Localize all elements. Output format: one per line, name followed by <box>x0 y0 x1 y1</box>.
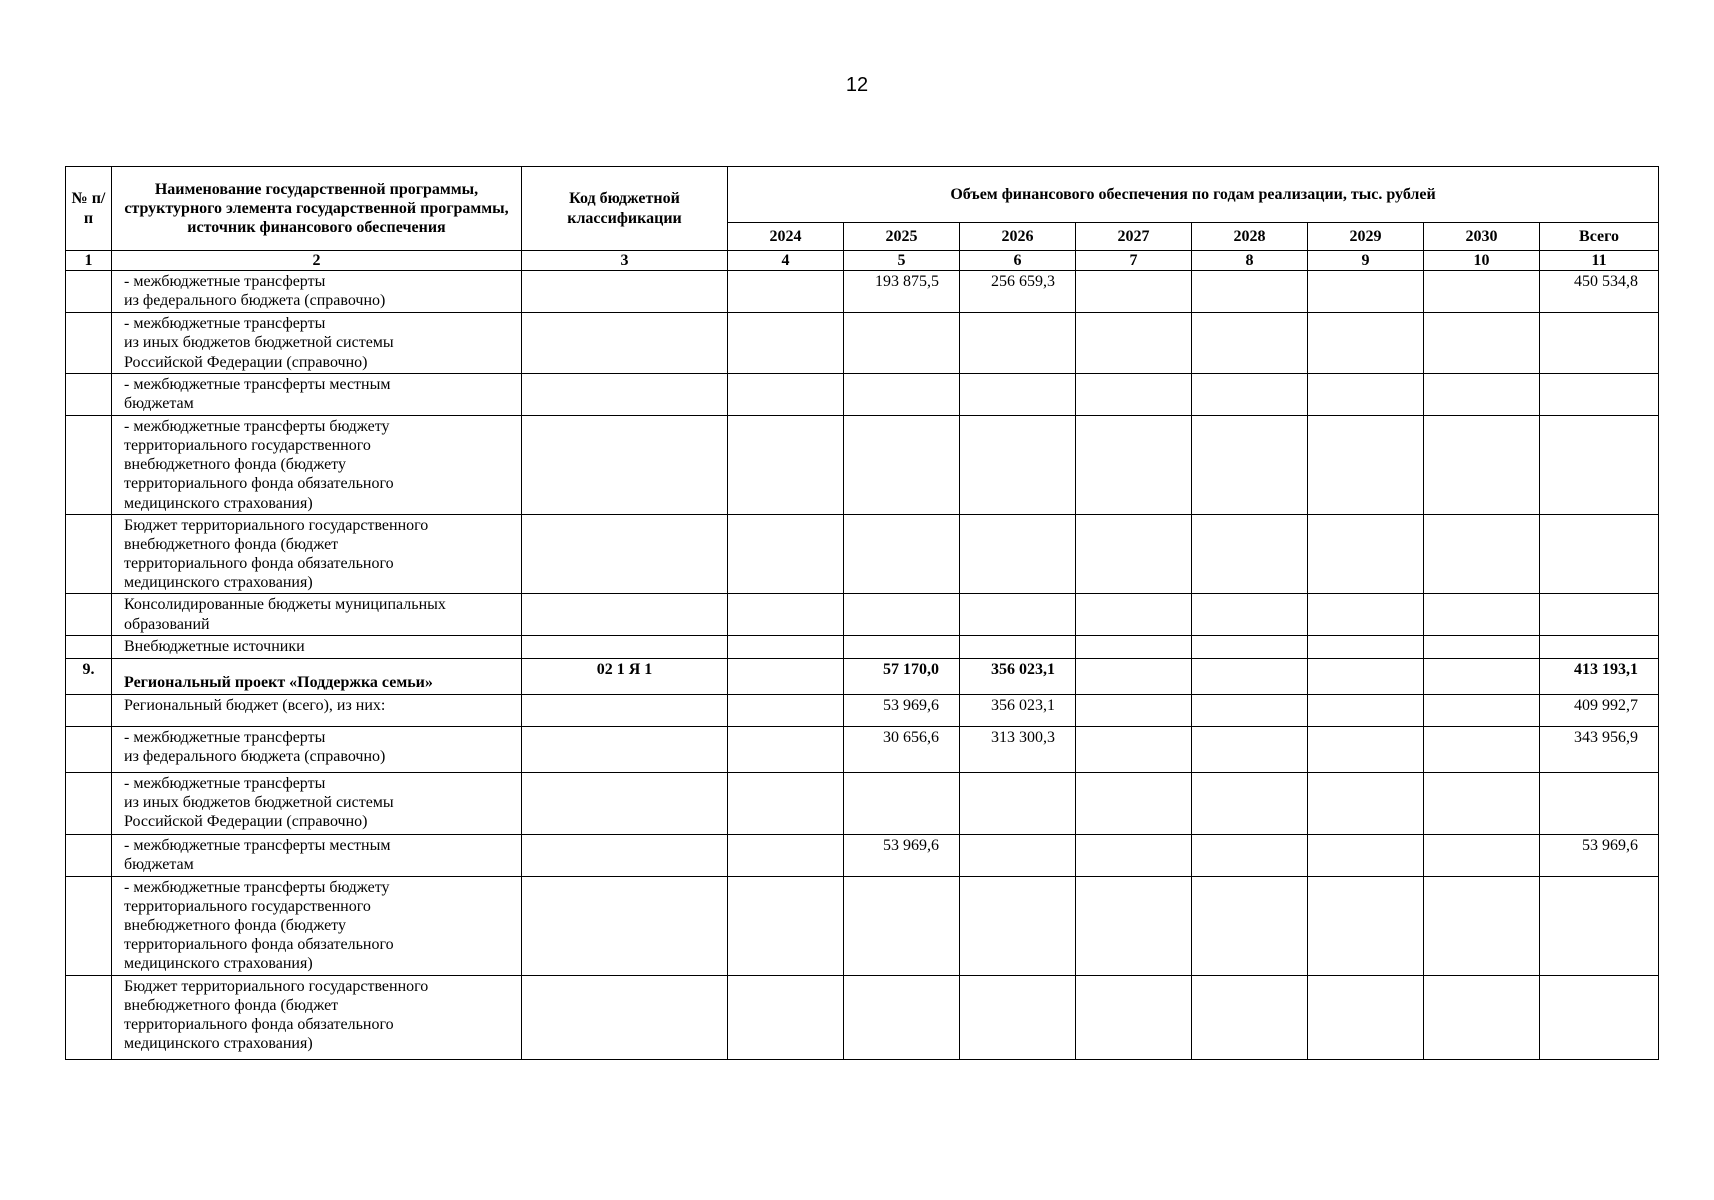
row-year-value <box>960 975 1076 1059</box>
header-year-2024: 2024 <box>728 223 844 251</box>
row-name: - межбюджетные трансферты местным бюджетам <box>112 834 522 876</box>
row-year-value <box>728 975 844 1059</box>
row-year-value <box>1424 415 1540 514</box>
row-year-value <box>960 514 1076 594</box>
column-index-row <box>66 251 1659 271</box>
table-row <box>66 271 1659 313</box>
row-year-value <box>1424 636 1540 658</box>
row-year-value <box>1076 726 1192 772</box>
row-budget-code <box>522 694 728 726</box>
row-year-value <box>1424 594 1540 636</box>
row-year-value <box>728 772 844 834</box>
row-year-value <box>960 876 1076 975</box>
row-year-value <box>1424 514 1540 594</box>
row-year-value <box>1076 636 1192 658</box>
column-index-cell: 6 <box>960 251 1076 271</box>
row-budget-code <box>522 834 728 876</box>
row-name: - межбюджетные трансферты из федерального бюджета (справочно) <box>112 271 522 313</box>
row-year-value <box>1192 876 1308 975</box>
row-number <box>66 514 112 594</box>
table-row <box>66 313 1659 374</box>
row-year-value <box>728 373 844 415</box>
row-year-value <box>844 636 960 658</box>
row-number <box>66 594 112 636</box>
column-index-cell: 10 <box>1424 251 1540 271</box>
row-name: Консолидированные бюджеты муниципальных образований <box>112 594 522 636</box>
table-row <box>66 694 1659 726</box>
row-year-value <box>1424 772 1540 834</box>
row-name: Бюджет территориального государственного внебюджетного фонда (бюджет территориального фонда обязательного медицинского страхования) <box>112 514 522 594</box>
row-number <box>66 373 112 415</box>
row-year-value <box>1308 975 1424 1059</box>
row-total-value: 409 992,7 <box>1540 694 1659 726</box>
row-number <box>66 313 112 374</box>
row-year-value <box>844 313 960 374</box>
row-year-value <box>728 313 844 374</box>
row-year-value <box>844 415 960 514</box>
row-budget-code <box>522 373 728 415</box>
table-row <box>66 975 1659 1059</box>
row-budget-code <box>522 876 728 975</box>
row-budget-code <box>522 514 728 594</box>
row-total-value <box>1540 313 1659 374</box>
header-name: Наименование государственной программы, структурного элемента государственной программы, источник финансового обеспечения <box>112 167 522 251</box>
row-year-value <box>1076 772 1192 834</box>
row-year-value <box>1192 726 1308 772</box>
row-year-value: 356 023,1 <box>960 658 1076 694</box>
row-year-value <box>1308 373 1424 415</box>
row-budget-code <box>522 415 728 514</box>
row-name: - межбюджетные трансферты бюджету территориального государственного внебюджетного фонда (бюджету территориального фонда обязательного медицинского страхования) <box>112 415 522 514</box>
row-year-value <box>960 636 1076 658</box>
row-year-value <box>1308 313 1424 374</box>
row-year-value <box>1192 772 1308 834</box>
row-number: 9. <box>66 658 112 694</box>
row-year-value <box>1192 834 1308 876</box>
row-total-value: 413 193,1 <box>1540 658 1659 694</box>
row-year-value <box>1192 594 1308 636</box>
table-row <box>66 834 1659 876</box>
row-total-value: 450 534,8 <box>1540 271 1659 313</box>
row-year-value <box>1076 834 1192 876</box>
row-year-value <box>1076 975 1192 1059</box>
row-year-value <box>844 514 960 594</box>
row-year-value <box>1192 636 1308 658</box>
row-year-value: 30 656,6 <box>844 726 960 772</box>
row-year-value: 57 170,0 <box>844 658 960 694</box>
header-year-2026: 2026 <box>960 223 1076 251</box>
row-year-value <box>728 271 844 313</box>
row-year-value <box>1076 876 1192 975</box>
row-year-value <box>1424 694 1540 726</box>
row-total-value <box>1540 373 1659 415</box>
row-year-value <box>1076 271 1192 313</box>
row-total-value <box>1540 415 1659 514</box>
row-year-value <box>844 772 960 834</box>
row-year-value <box>1308 658 1424 694</box>
row-year-value <box>960 834 1076 876</box>
row-year-value <box>1192 975 1308 1059</box>
row-year-value <box>1076 373 1192 415</box>
row-year-value <box>1308 636 1424 658</box>
row-total-value <box>1540 636 1659 658</box>
row-name: - межбюджетные трансферты местным бюджетам <box>112 373 522 415</box>
row-year-value <box>1192 313 1308 374</box>
row-year-value <box>728 594 844 636</box>
row-budget-code <box>522 636 728 658</box>
column-index-cell: 7 <box>1076 251 1192 271</box>
row-budget-code <box>522 313 728 374</box>
row-year-value <box>728 834 844 876</box>
column-index-cell: 9 <box>1308 251 1424 271</box>
row-year-value <box>728 876 844 975</box>
row-year-value <box>728 514 844 594</box>
row-year-value <box>1308 271 1424 313</box>
row-number <box>66 694 112 726</box>
row-year-value: 356 023,1 <box>960 694 1076 726</box>
table-row <box>66 594 1659 636</box>
column-index-cell: 4 <box>728 251 844 271</box>
row-year-value <box>1076 694 1192 726</box>
header-num: № п/п <box>66 167 112 251</box>
column-index-cell: 2 <box>112 251 522 271</box>
row-year-value: 53 969,6 <box>844 834 960 876</box>
row-year-value: 53 969,6 <box>844 694 960 726</box>
row-year-value <box>1308 594 1424 636</box>
row-number <box>66 834 112 876</box>
page-number: 12 <box>845 74 869 96</box>
row-name: Внебюджетные источники <box>112 636 522 658</box>
row-year-value <box>960 373 1076 415</box>
row-budget-code <box>522 726 728 772</box>
row-budget-code <box>522 271 728 313</box>
row-budget-code <box>522 772 728 834</box>
row-year-value <box>728 636 844 658</box>
row-number <box>66 876 112 975</box>
row-year-value <box>960 594 1076 636</box>
row-year-value <box>1076 313 1192 374</box>
row-year-value <box>1076 594 1192 636</box>
row-year-value: 193 875,5 <box>844 271 960 313</box>
row-year-value <box>1076 514 1192 594</box>
table-row <box>66 726 1659 772</box>
row-year-value <box>1424 876 1540 975</box>
row-year-value <box>1424 373 1540 415</box>
header-year-2029: 2029 <box>1308 223 1424 251</box>
row-year-value <box>1192 415 1308 514</box>
header-year-2027: 2027 <box>1076 223 1192 251</box>
row-year-value <box>1076 415 1192 514</box>
row-year-value <box>728 415 844 514</box>
row-year-value <box>844 975 960 1059</box>
row-name: Региональный проект «Поддержка семьи» <box>112 658 522 694</box>
row-total-value <box>1540 772 1659 834</box>
row-year-value <box>1192 271 1308 313</box>
row-year-value <box>1308 694 1424 726</box>
row-year-value <box>960 415 1076 514</box>
row-year-value <box>1308 772 1424 834</box>
row-budget-code <box>522 975 728 1059</box>
column-index-cell: 1 <box>66 251 112 271</box>
table-row <box>66 876 1659 975</box>
row-name: Бюджет территориального государственного внебюджетного фонда (бюджет территориального фонда обязательного медицинского страхования) <box>112 975 522 1059</box>
row-name: - межбюджетные трансферты из иных бюджетов бюджетной системы Российской Федерации (справочно) <box>112 772 522 834</box>
row-year-value <box>1192 658 1308 694</box>
row-number <box>66 772 112 834</box>
row-year-value <box>844 594 960 636</box>
row-total-value: 343 956,9 <box>1540 726 1659 772</box>
table-row <box>66 658 1659 694</box>
row-total-value: 53 969,6 <box>1540 834 1659 876</box>
row-year-value <box>728 658 844 694</box>
row-number <box>66 975 112 1059</box>
row-number <box>66 726 112 772</box>
header-volume: Объем финансового обеспечения по годам реализации, тыс. рублей <box>728 167 1659 223</box>
header-code: Код бюджетной классификации <box>522 167 728 251</box>
row-year-value <box>1192 514 1308 594</box>
column-index-cell: 11 <box>1540 251 1659 271</box>
row-year-value <box>728 694 844 726</box>
row-year-value <box>1424 975 1540 1059</box>
row-year-value <box>1424 271 1540 313</box>
row-total-value <box>1540 876 1659 975</box>
row-year-value <box>1308 514 1424 594</box>
header-year-2028: 2028 <box>1192 223 1308 251</box>
row-total-value <box>1540 514 1659 594</box>
row-year-value <box>1424 834 1540 876</box>
row-year-value <box>960 313 1076 374</box>
row-total-value <box>1540 975 1659 1059</box>
row-total-value <box>1540 594 1659 636</box>
row-budget-code: 02 1 Я 1 <box>522 658 728 694</box>
row-year-value <box>844 876 960 975</box>
row-year-value <box>728 726 844 772</box>
budget-table <box>65 166 1659 1060</box>
row-year-value <box>1308 726 1424 772</box>
row-year-value <box>1192 373 1308 415</box>
row-year-value: 256 659,3 <box>960 271 1076 313</box>
table-body <box>66 271 1659 1059</box>
row-year-value <box>1308 415 1424 514</box>
column-index-cell: 5 <box>844 251 960 271</box>
row-year-value: 313 300,3 <box>960 726 1076 772</box>
row-year-value <box>1192 694 1308 726</box>
row-year-value <box>844 373 960 415</box>
row-name: - межбюджетные трансферты из иных бюджетов бюджетной системы Российской Федерации (справочно) <box>112 313 522 374</box>
row-number <box>66 636 112 658</box>
row-budget-code <box>522 594 728 636</box>
row-name: Региональный бюджет (всего), из них: <box>112 694 522 726</box>
row-year-value <box>960 772 1076 834</box>
header-year-2030: 2030 <box>1424 223 1540 251</box>
table-row <box>66 772 1659 834</box>
row-year-value <box>1076 658 1192 694</box>
table-row <box>66 636 1659 658</box>
row-year-value <box>1424 726 1540 772</box>
table-row <box>66 415 1659 514</box>
row-year-value <box>1424 313 1540 374</box>
row-year-value <box>1424 658 1540 694</box>
row-number <box>66 415 112 514</box>
column-index-cell: 3 <box>522 251 728 271</box>
header-total: Всего <box>1540 223 1659 251</box>
column-index-cell: 8 <box>1192 251 1308 271</box>
table-row <box>66 373 1659 415</box>
row-name: - межбюджетные трансферты бюджету территориального государственного внебюджетного фонда (бюджету территориального фонда обязательного медицинского страхования) <box>112 876 522 975</box>
header-year-2025: 2025 <box>844 223 960 251</box>
row-year-value <box>1308 876 1424 975</box>
row-name: - межбюджетные трансферты из федерального бюджета (справочно) <box>112 726 522 772</box>
row-number <box>66 271 112 313</box>
row-year-value <box>1308 834 1424 876</box>
table-row <box>66 514 1659 594</box>
